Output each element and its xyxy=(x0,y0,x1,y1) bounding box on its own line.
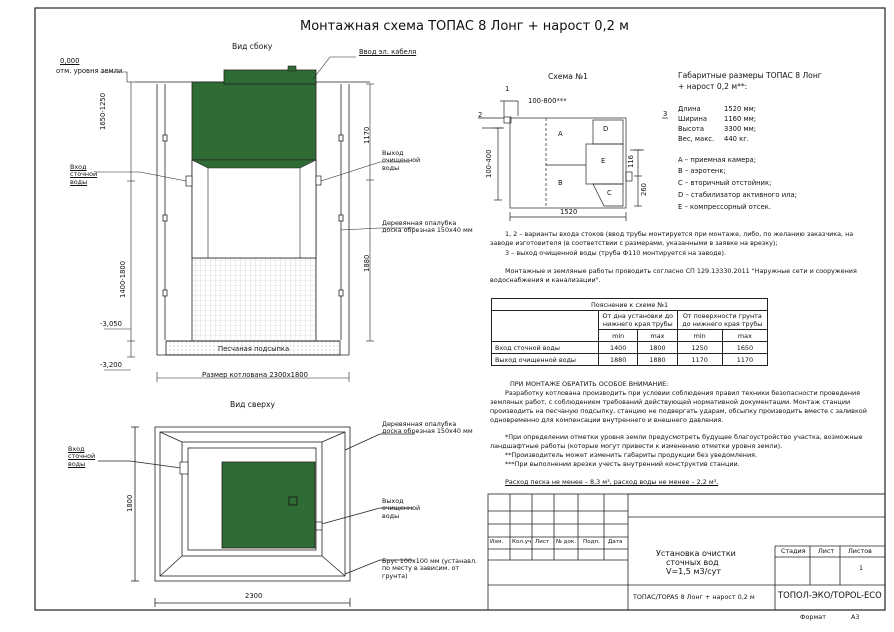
attention-line: одновременно для компенсации внутреннего и внешнего давления. xyxy=(490,416,724,424)
inlet-label: Вход сточной воды xyxy=(70,163,98,186)
star-note: *При определении отметки уровня земли предусмотреть будущее благоустройство участка, возможные xyxy=(505,433,863,441)
stamp-header: Дата xyxy=(608,539,623,545)
dim-top-range: 1650-1250 xyxy=(99,92,107,130)
sand-label: Песчаная подсыпка xyxy=(218,345,290,353)
star-note: ***При выполнении врезки учесть внутренний конструктив станции. xyxy=(505,460,740,468)
top-dim-2300: 2300 xyxy=(245,592,263,600)
top-view-heading: Вид сверху xyxy=(230,400,275,409)
table-col-group-2: От поверхности грунта до нижнего края трубы xyxy=(677,311,767,330)
legend-item: D – стабилизатор активного ила; xyxy=(678,191,797,199)
note-line: 3 – выход очищенной воды (труба Ф110 монтируется на заводе). xyxy=(505,249,727,257)
level-3050: -3,050 xyxy=(100,320,122,328)
stamp-header: Кол.уч xyxy=(512,539,532,545)
cell: 1400 xyxy=(599,342,638,354)
side-view-heading: Вид сбоку xyxy=(232,42,273,51)
format-label: Формат xyxy=(800,613,826,621)
dims-heading-2: + нарост 0,2 м**: xyxy=(678,82,748,91)
formwork-label: Деревянная опалубка доска обрезная 150х40 мм xyxy=(382,219,473,235)
product-line-3: V=1,5 м3/сут xyxy=(666,567,722,576)
scheme1-dim-1520: 1520 xyxy=(560,208,578,216)
ground-level-value: 0,000 xyxy=(60,57,80,65)
cell: 1650 xyxy=(722,342,767,354)
scheme1-drawing xyxy=(478,101,668,221)
stamp-header: Изм. xyxy=(490,539,504,545)
legend-item: E – компрессорный отсек. xyxy=(678,203,771,211)
outlet-pipe xyxy=(316,176,321,185)
chamber-c: C xyxy=(607,189,612,197)
attention-line: земляных работ, с соблюдением требований действующей нормативной документации. Монтаж станции xyxy=(490,398,851,406)
cable-entry-label: Ввод эл. кабеля xyxy=(359,48,417,56)
table-subheader: max xyxy=(638,330,677,342)
dim-row-value: 1160 мм; xyxy=(724,115,757,123)
level-3200: -3,200 xyxy=(100,361,122,369)
sand-water-usage: Расход песка не менее – 8,3 м³, расход воды не менее – 2,2 м³. xyxy=(505,478,719,486)
table-col-group-1: От дна установки до нижнего края трубы xyxy=(599,311,678,330)
top-formwork-label: Деревянная опалубка доска обрезная 150х40 мм xyxy=(382,420,473,436)
outlet-label: Выход очищенной воды xyxy=(382,149,421,172)
chamber-d: D xyxy=(603,125,609,133)
stage-label: Стадия xyxy=(781,547,806,555)
cell: 1880 xyxy=(599,354,638,366)
scheme1-dim-100-800: 100-800*** xyxy=(528,97,567,105)
scheme1-heading: Схема №1 xyxy=(548,72,588,81)
inlet-pipe xyxy=(186,176,192,186)
note-line: 1, 2 – варианты входа стоков (ввод трубы монтируется при монтаже, либо, по желанию заказчика, на xyxy=(505,230,854,238)
beam-label: Брус 100х100 мм (устанавл. по месту в зависим. от грунта) xyxy=(382,557,478,580)
cell: 1880 xyxy=(638,354,677,366)
dim-row-value: 1520 мм; xyxy=(724,105,757,113)
attention-line: Разработку котлована производить при условии соблюдения правил техники безопасности проведения xyxy=(505,389,861,397)
product-line-1: Установка очистки xyxy=(656,549,736,558)
stamp-header: № док. xyxy=(556,539,577,545)
top-outlet-label: Выход очищенной воды xyxy=(382,497,421,520)
table-subheader: min xyxy=(599,330,638,342)
dim-row-value: 3300 мм; xyxy=(724,125,757,133)
dims-heading-1: Габаритные размеры ТОПАС 8 Лонг xyxy=(678,71,822,80)
page-title: Монтажная схема ТОПАС 8 Лонг + нарост 0,2 м xyxy=(300,19,629,34)
dim-bottom-range: 1400-1800 xyxy=(119,260,127,298)
product-line-2: сточных вод xyxy=(666,558,719,567)
top-inlet-label: Вход сточной воды xyxy=(68,445,96,468)
note-line: Монтажные и земляные работы проводить согласно СП 129.13330.2011 "Наружные сети и сооружения xyxy=(505,267,857,275)
scheme1-mark-1: 1 xyxy=(505,85,510,93)
format-value: А3 xyxy=(851,613,860,621)
table-title: Пояснение к схеме №1 xyxy=(492,299,768,311)
note-line: заводе изготовителя (в соответствии с размерами, указанными в заявке на врезку); xyxy=(490,239,778,247)
legend-item: C – вторичный отстойник; xyxy=(678,179,772,187)
scheme1-mark-3: 3 xyxy=(663,110,668,118)
row-label: Вход сточной воды xyxy=(492,342,599,354)
tank-lid xyxy=(224,70,316,84)
chamber-e: E xyxy=(601,157,606,165)
cell: 1250 xyxy=(677,342,722,354)
dim-row-name: Длина xyxy=(678,105,701,113)
explanation-table xyxy=(491,298,768,366)
tank-neck xyxy=(192,82,316,160)
scheme1-dim-260: 260 xyxy=(640,183,648,196)
tank-top xyxy=(222,462,315,548)
stamp-header: Подп. xyxy=(583,539,600,545)
attention-heading: ПРИ МОНТАЖЕ ОБРАТИТЬ ОСОБОЕ ВНИМАНИЕ: xyxy=(510,380,669,388)
scheme1-dim-100-400: 100-400 xyxy=(485,149,493,178)
top-dim-1800: 1800 xyxy=(126,494,134,512)
stamp-header: Лист xyxy=(535,539,550,545)
table-subheader: max xyxy=(722,330,767,342)
sheets-value: 1 xyxy=(859,564,864,572)
chamber-b: B xyxy=(558,179,563,187)
dim-1170: 1170 xyxy=(363,126,371,144)
table-row xyxy=(492,354,768,366)
table-subheader: min xyxy=(677,330,722,342)
company-name: ТОПОЛ-ЭКО/TOPOL-ECO xyxy=(778,590,882,600)
model-label: ТОПАС/TOPAS 8 Лонг + нарост 0,2 м xyxy=(633,593,755,601)
scheme1-dim-116: 116 xyxy=(627,155,635,168)
chamber-a: A xyxy=(558,130,563,138)
cell: 1170 xyxy=(677,354,722,366)
row-label: Выход очищенной воды xyxy=(492,354,599,366)
legend-item: B – аэротенк; xyxy=(678,167,726,175)
pit-size-label: Размер котлована 2300х1800 xyxy=(202,371,308,379)
ground-level-label: отм. уровня земли xyxy=(56,67,123,75)
note-line: водоснабжения и канализации". xyxy=(490,276,601,284)
cell: 1800 xyxy=(638,342,677,354)
star-note: ландшафтные работы (которые могут привести к изменению отметки уровня земли). xyxy=(490,442,783,450)
dim-row-name: Высота xyxy=(678,125,705,133)
star-note: **Производитель может изменить габариты продукции без уведомления. xyxy=(505,451,758,459)
attention-line: производить на песчаную подсыпку, станцию не подвергать ударам, обсыпку производить вместе с заливкой xyxy=(490,407,867,415)
table-row xyxy=(492,342,768,354)
sheets-label: Листов xyxy=(848,547,872,555)
cell: 1170 xyxy=(722,354,767,366)
dim-row-name: Ширина xyxy=(678,115,708,123)
sheet-label: Лист xyxy=(818,547,835,555)
legend-item: A – приемная камера; xyxy=(678,156,757,164)
dim-1880: 1880 xyxy=(363,254,371,272)
scheme1-mark-2: 2 xyxy=(478,111,483,119)
dim-row-value: 440 кг. xyxy=(724,135,749,143)
dim-row-name: Вес, макс. xyxy=(678,135,715,143)
